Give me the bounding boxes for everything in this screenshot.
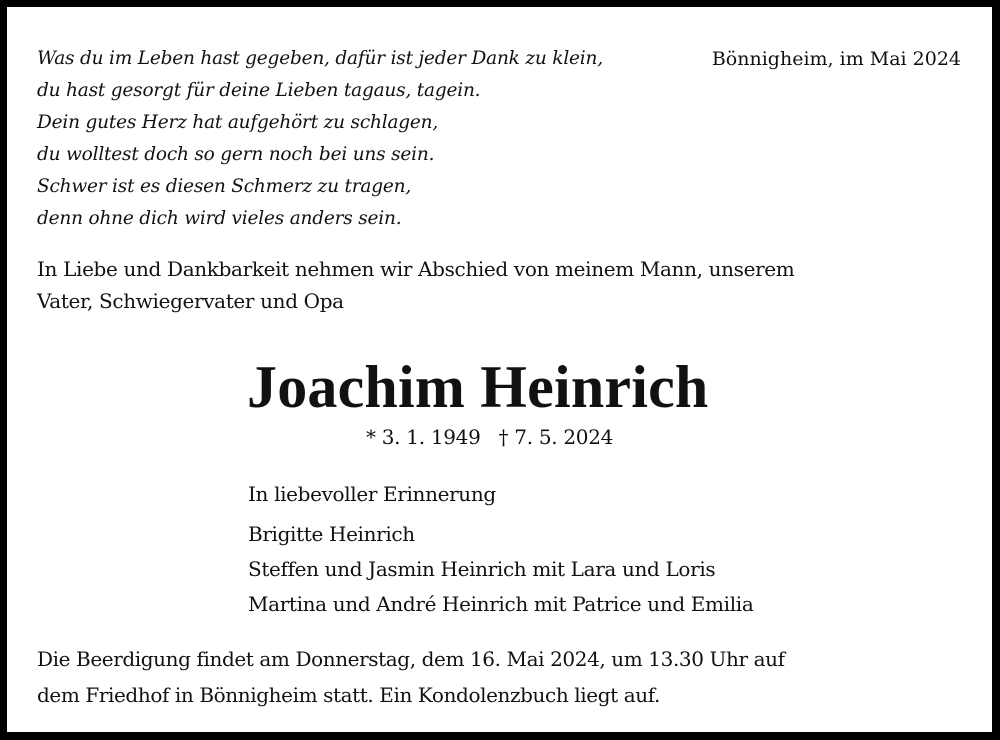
poem-line: Was du im Leben hast gegeben, dafür ist jeder Dank zu klein, — [37, 48, 603, 69]
mourners-heading: In liebevoller Erinnerung — [248, 482, 496, 506]
mourner-entry: Steffen und Jasmin Heinrich mit Lara und Loris — [248, 557, 716, 581]
poem-line: Dein gutes Herz hat aufgehört zu schlagen, — [37, 112, 439, 133]
farewell-intro — [37, 253, 794, 317]
mourner-entry: Brigitte Heinrich — [248, 522, 415, 546]
funeral-information — [37, 641, 785, 713]
poem-line: Schwer ist es diesen Schmerz zu tragen, — [37, 176, 411, 197]
life-dates — [366, 422, 613, 452]
obituary-notice — [7, 7, 992, 732]
intro-line: In Liebe und Dankbarkeit nehmen wir Abschied von meinem Mann, unserem — [37, 257, 795, 281]
place-and-date: Bönnigheim, im Mai 2024 — [711, 48, 961, 70]
intro-line: Vater, Schwiegervater und Opa — [37, 289, 344, 313]
memorial-poem — [37, 43, 603, 235]
poem-line: du wolltest doch so gern noch bei uns sein. — [37, 144, 435, 165]
poem-line: denn ohne dich wird vieles anders sein. — [37, 208, 402, 229]
death-date: † 7. 5. 2024 — [498, 425, 614, 449]
birth-date: * 3. 1. 1949 — [366, 425, 481, 449]
mourner-entry: Martina und André Heinrich mit Patrice und Emilia — [248, 592, 754, 616]
poem-line: du hast gesorgt für deine Lieben tagaus, tagein. — [37, 80, 481, 101]
mourners-list — [248, 517, 753, 622]
funeral-line: Die Beerdigung findet am Donnerstag, dem 16. Mai 2024, um 13.30 Uhr auf — [37, 647, 785, 671]
deceased-name: Joachim Heinrich — [247, 354, 709, 420]
funeral-line: dem Friedhof in Bönnigheim statt. Ein Kondolenzbuch liegt auf. — [37, 683, 660, 707]
